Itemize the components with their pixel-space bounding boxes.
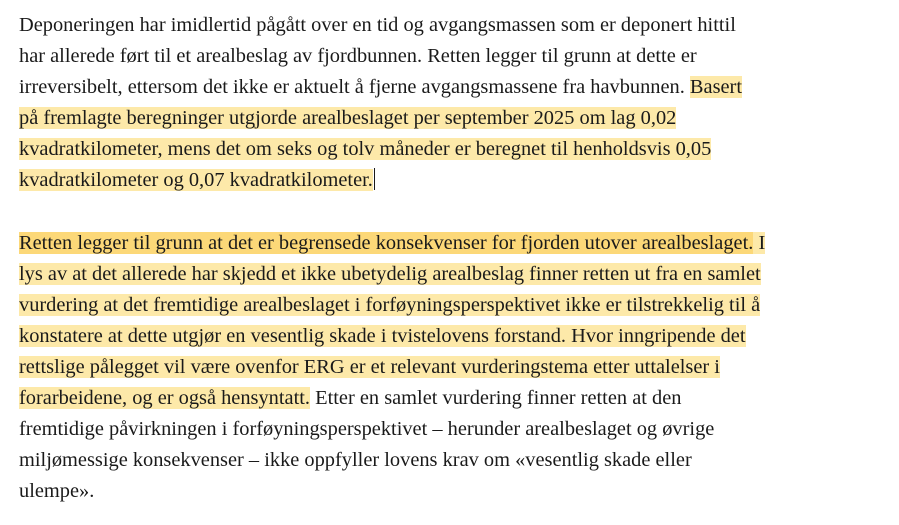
highlighted-text: kvadratkilometer og 0,07 kvadratkilometer. [19,169,373,191]
text-run: har allerede ført til et arealbeslag av fjordbunnen. Retten legger til grunn at dette er [19,45,697,67]
text-run: fremtidige påvirkningen i forføyningsperspektivet – herunder arealbeslaget og øvrige [19,418,715,440]
paragraph-2-line-4 [19,321,746,352]
paragraph-1-line-1 [19,10,736,41]
paragraph-2-line-1 [19,228,765,259]
paragraph-2-line-9 [19,476,94,507]
paragraph-1-line-6 [19,165,375,196]
highlighted-text: lys av at det allerede har skjedd et ikke ubetydelig arealbeslag finner retten ut fra en samlet [19,263,761,285]
paragraph-1-line-5 [19,134,711,165]
text-run: Deponeringen har imidlertid pågått over en tid og avgangsmassen som er deponert hittil [19,14,736,36]
paragraph-2-line-8 [19,445,692,476]
highlighted-text: Basert [689,76,743,98]
highlighted-text: I [753,232,766,254]
highlighted-text: på fremlagte beregninger utgjorde arealbeslaget per september 2025 om lag 0,02 [19,107,677,129]
highlighted-text: vurdering at det fremtidige arealbeslaget i forføyningsperspektivet ikke er tilstrekkelig til å [19,294,761,316]
highlighted-text-strong: Retten legger til grunn at det er begrensede konsekvenser for fjorden utover arealbeslaget. [19,232,754,254]
highlighted-text: forarbeidene, og er også hensyntatt. [19,387,311,409]
highlighted-text: konstatere at dette utgjør en vesentlig skade i tvistelovens forstand. Hvor inngripende det [19,325,746,347]
paragraph-2-line-6 [19,383,681,414]
paragraph-1-line-3 [19,72,742,103]
text-run: ulempe». [19,480,95,502]
paragraph-1-line-4 [19,103,676,134]
text-run: miljømessige konsekvenser – ikke oppfyller lovens krav om «vesentlig skade eller [19,449,692,471]
paragraph-1-line-2 [19,41,697,72]
paragraph-2-line-3 [19,290,760,321]
text-run: Etter en samlet vurdering finner retten at den [310,387,682,409]
text-cursor [374,168,375,190]
highlighted-text: kvadratkilometer, mens det om seks og tolv måneder er beregnet til henholdsvis 0,05 [19,138,712,160]
paragraph-2-line-7 [19,414,714,445]
paragraph-2-line-5 [19,352,720,383]
highlighted-text: rettslige pålegget vil være ovenfor ERG er et relevant vurderingstema etter uttalelser i [19,356,720,378]
paragraph-2-line-2 [19,259,761,290]
text-run: irreversibelt, ettersom det ikke er aktuelt å fjerne avgangsmassene fra havbunnen. [19,76,690,98]
